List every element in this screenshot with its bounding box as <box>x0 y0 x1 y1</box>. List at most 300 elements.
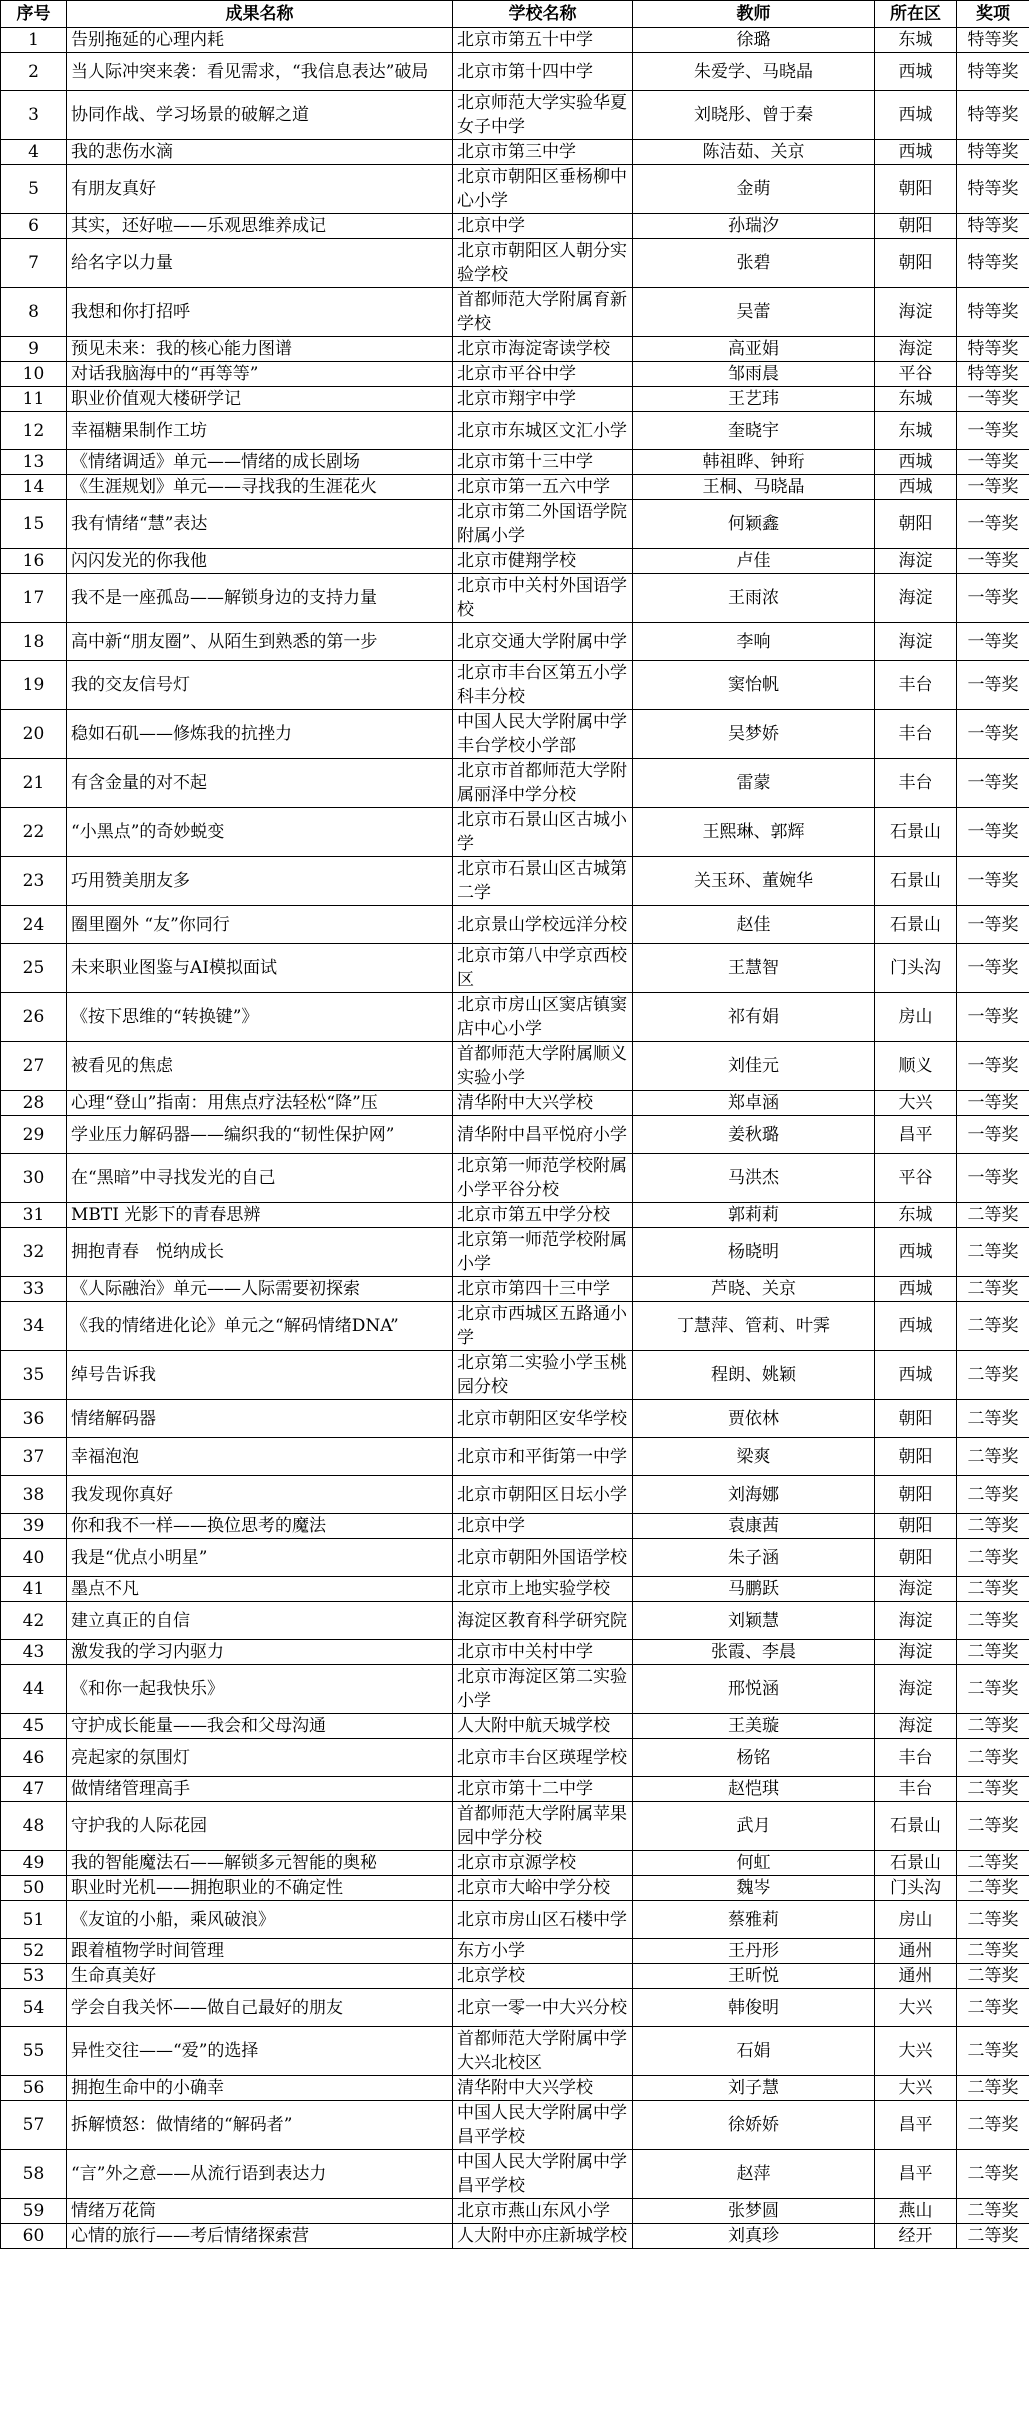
cell-district: 丰台 <box>875 1739 957 1777</box>
cell-title: 《我的情绪进化论》单元之“解码情绪DNA” <box>67 1302 453 1351</box>
cell-award: 二等奖 <box>957 1514 1029 1539</box>
cell-school: 北京市房山区石楼中学 <box>453 1901 633 1939</box>
table-row <box>1 1203 1029 1228</box>
cell-teacher: 王熙琳、郭辉 <box>633 808 875 857</box>
cell-teacher: 卢佳 <box>633 549 875 574</box>
table-row <box>1 1438 1029 1476</box>
cell-title: 墨点不凡 <box>67 1577 453 1602</box>
cell-title: 跟着植物学时间管理 <box>67 1939 453 1964</box>
cell-seq: 4 <box>1 140 67 165</box>
cell-teacher: 赵恺琪 <box>633 1777 875 1802</box>
cell-district: 昌平 <box>875 2150 957 2199</box>
cell-award: 一等奖 <box>957 500 1029 549</box>
cell-seq: 13 <box>1 450 67 475</box>
header-seq: 序号 <box>1 1 67 28</box>
cell-award: 二等奖 <box>957 1577 1029 1602</box>
table-row <box>1 1302 1029 1351</box>
cell-teacher: 金萌 <box>633 165 875 214</box>
cell-teacher: 姜秋璐 <box>633 1116 875 1154</box>
cell-district: 燕山 <box>875 2199 957 2224</box>
cell-award: 二等奖 <box>957 1964 1029 1989</box>
cell-teacher: 陈洁茹、关京 <box>633 140 875 165</box>
cell-award: 特等奖 <box>957 165 1029 214</box>
cell-district: 海淀 <box>875 288 957 337</box>
table-row <box>1 944 1029 993</box>
cell-school: 北京市第三中学 <box>453 140 633 165</box>
cell-seq: 29 <box>1 1116 67 1154</box>
cell-title: 《人际融治》单元——人际需要初探索 <box>67 1277 453 1302</box>
table-row <box>1 2101 1029 2150</box>
cell-title: 你和我不一样——换位思考的魔法 <box>67 1514 453 1539</box>
cell-teacher: 石娟 <box>633 2027 875 2076</box>
cell-title: 告别拖延的心理内耗 <box>67 28 453 53</box>
cell-award: 特等奖 <box>957 288 1029 337</box>
cell-district: 昌平 <box>875 2101 957 2150</box>
cell-seq: 56 <box>1 2076 67 2101</box>
cell-school: 北京市第四十三中学 <box>453 1277 633 1302</box>
table-row <box>1 623 1029 661</box>
cell-teacher: 杨铭 <box>633 1739 875 1777</box>
cell-teacher: 韩祖晔、钟珩 <box>633 450 875 475</box>
cell-district: 石景山 <box>875 906 957 944</box>
table-row <box>1 1739 1029 1777</box>
cell-school: 北京市首都师范大学附属丽泽中学分校 <box>453 759 633 808</box>
cell-district: 大兴 <box>875 2076 957 2101</box>
table-row <box>1 2027 1029 2076</box>
cell-seq: 8 <box>1 288 67 337</box>
cell-title: 给名字以力量 <box>67 239 453 288</box>
cell-school: 清华附中大兴学校 <box>453 2076 633 2101</box>
cell-title: 高中新“朋友圈”、从陌生到熟悉的第一步 <box>67 623 453 661</box>
cell-title: 情绪解码器 <box>67 1400 453 1438</box>
cell-teacher: 奎晓宇 <box>633 412 875 450</box>
cell-award: 二等奖 <box>957 1739 1029 1777</box>
cell-school: 北京市上地实验学校 <box>453 1577 633 1602</box>
cell-teacher: 马鹏跃 <box>633 1577 875 1602</box>
cell-award: 二等奖 <box>957 1228 1029 1277</box>
cell-teacher: 张碧 <box>633 239 875 288</box>
cell-seq: 2 <box>1 53 67 91</box>
table-row <box>1 1802 1029 1851</box>
table-row <box>1 28 1029 53</box>
cell-seq: 47 <box>1 1777 67 1802</box>
cell-seq: 53 <box>1 1964 67 1989</box>
cell-school: 北京市京源学校 <box>453 1851 633 1876</box>
cell-district: 经开 <box>875 2224 957 2249</box>
cell-award: 二等奖 <box>957 1665 1029 1714</box>
cell-seq: 55 <box>1 2027 67 2076</box>
cell-school: 北京市丰台区瑛瑆学校 <box>453 1739 633 1777</box>
cell-school: 北京第二实验小学玉桃园分校 <box>453 1351 633 1400</box>
cell-seq: 25 <box>1 944 67 993</box>
cell-award: 二等奖 <box>957 1851 1029 1876</box>
cell-award: 一等奖 <box>957 412 1029 450</box>
cell-district: 西城 <box>875 1277 957 1302</box>
cell-title: MBTI 光影下的青春思辨 <box>67 1203 453 1228</box>
cell-award: 一等奖 <box>957 475 1029 500</box>
cell-district: 西城 <box>875 1302 957 1351</box>
cell-school: 北京市朝阳区垂杨柳中心小学 <box>453 165 633 214</box>
cell-school: 北京市东城区文汇小学 <box>453 412 633 450</box>
cell-teacher: 王雨浓 <box>633 574 875 623</box>
cell-district: 丰台 <box>875 759 957 808</box>
cell-title: 《生涯规划》单元——寻找我的生涯花火 <box>67 475 453 500</box>
table-row <box>1 1476 1029 1514</box>
cell-seq: 16 <box>1 549 67 574</box>
cell-teacher: 杨晓明 <box>633 1228 875 1277</box>
cell-seq: 17 <box>1 574 67 623</box>
cell-award: 特等奖 <box>957 28 1029 53</box>
cell-district: 丰台 <box>875 710 957 759</box>
cell-district: 昌平 <box>875 1116 957 1154</box>
table-row <box>1 1351 1029 1400</box>
cell-title: 学业压力解码器——编织我的“韧性保护网” <box>67 1116 453 1154</box>
cell-teacher: 赵佳 <box>633 906 875 944</box>
cell-seq: 34 <box>1 1302 67 1351</box>
table-row <box>1 857 1029 906</box>
cell-title: 心理“登山”指南：用焦点疗法轻松“降”压 <box>67 1091 453 1116</box>
cell-award: 二等奖 <box>957 1602 1029 1640</box>
cell-district: 房山 <box>875 1901 957 1939</box>
cell-title: 《和你一起我快乐》 <box>67 1665 453 1714</box>
cell-teacher: 徐璐 <box>633 28 875 53</box>
cell-award: 一等奖 <box>957 661 1029 710</box>
cell-teacher: 梁爽 <box>633 1438 875 1476</box>
cell-award: 一等奖 <box>957 808 1029 857</box>
cell-award: 一等奖 <box>957 387 1029 412</box>
cell-title: 我想和你打招呼 <box>67 288 453 337</box>
cell-school: 清华附中昌平悦府小学 <box>453 1116 633 1154</box>
cell-award: 二等奖 <box>957 1714 1029 1739</box>
cell-seq: 46 <box>1 1739 67 1777</box>
cell-seq: 23 <box>1 857 67 906</box>
cell-title: 有朋友真好 <box>67 165 453 214</box>
cell-seq: 51 <box>1 1901 67 1939</box>
cell-award: 二等奖 <box>957 2224 1029 2249</box>
cell-award: 二等奖 <box>957 1277 1029 1302</box>
cell-school: 北京市海淀区第二实验小学 <box>453 1665 633 1714</box>
table-row <box>1 2150 1029 2199</box>
cell-seq: 33 <box>1 1277 67 1302</box>
cell-teacher: 赵萍 <box>633 2150 875 2199</box>
cell-title: 激发我的学习内驱力 <box>67 1640 453 1665</box>
cell-title: 我发现你真好 <box>67 1476 453 1514</box>
cell-teacher: 袁康茜 <box>633 1514 875 1539</box>
cell-award: 二等奖 <box>957 1351 1029 1400</box>
cell-teacher: 关玉环、董婉华 <box>633 857 875 906</box>
cell-teacher: 武月 <box>633 1802 875 1851</box>
table-row <box>1 574 1029 623</box>
cell-title: 我的交友信号灯 <box>67 661 453 710</box>
cell-teacher: 张霞、李晨 <box>633 1640 875 1665</box>
header-district: 所在区 <box>875 1 957 28</box>
cell-seq: 38 <box>1 1476 67 1514</box>
cell-award: 一等奖 <box>957 710 1029 759</box>
cell-teacher: 徐娇娇 <box>633 2101 875 2150</box>
cell-title: 幸福泡泡 <box>67 1438 453 1476</box>
table-row <box>1 214 1029 239</box>
cell-teacher: 朱爱学、马晓晶 <box>633 53 875 91</box>
table-row <box>1 2224 1029 2249</box>
cell-award: 一等奖 <box>957 759 1029 808</box>
cell-award: 二等奖 <box>957 1539 1029 1577</box>
cell-district: 平谷 <box>875 362 957 387</box>
cell-district: 海淀 <box>875 1714 957 1739</box>
cell-seq: 15 <box>1 500 67 549</box>
cell-school: 北京市朝阳区安华学校 <box>453 1400 633 1438</box>
cell-title: 其实，还好啦——乐观思维养成记 <box>67 214 453 239</box>
cell-seq: 59 <box>1 2199 67 2224</box>
cell-award: 一等奖 <box>957 1042 1029 1091</box>
table-row <box>1 337 1029 362</box>
cell-seq: 5 <box>1 165 67 214</box>
cell-award: 一等奖 <box>957 1091 1029 1116</box>
cell-seq: 52 <box>1 1939 67 1964</box>
cell-seq: 19 <box>1 661 67 710</box>
cell-seq: 7 <box>1 239 67 288</box>
cell-award: 二等奖 <box>957 2027 1029 2076</box>
cell-district: 大兴 <box>875 1989 957 2027</box>
cell-seq: 36 <box>1 1400 67 1438</box>
cell-award: 一等奖 <box>957 993 1029 1042</box>
table-row <box>1 2076 1029 2101</box>
cell-district: 海淀 <box>875 623 957 661</box>
cell-school: 北京中学 <box>453 214 633 239</box>
cell-seq: 18 <box>1 623 67 661</box>
cell-seq: 48 <box>1 1802 67 1851</box>
cell-seq: 27 <box>1 1042 67 1091</box>
cell-seq: 41 <box>1 1577 67 1602</box>
cell-title: 有含金量的对不起 <box>67 759 453 808</box>
table-row <box>1 1116 1029 1154</box>
cell-seq: 35 <box>1 1351 67 1400</box>
cell-teacher: 王美璇 <box>633 1714 875 1739</box>
cell-title: 绰号告诉我 <box>67 1351 453 1400</box>
cell-district: 石景山 <box>875 1802 957 1851</box>
table-row <box>1 2199 1029 2224</box>
cell-seq: 11 <box>1 387 67 412</box>
cell-school: 北京市第八中学京西校区 <box>453 944 633 993</box>
table-row <box>1 993 1029 1042</box>
cell-award: 二等奖 <box>957 2076 1029 2101</box>
cell-seq: 45 <box>1 1714 67 1739</box>
table-row <box>1 500 1029 549</box>
cell-title: 被看见的焦虑 <box>67 1042 453 1091</box>
cell-teacher: 刘真珍 <box>633 2224 875 2249</box>
table-row <box>1 1777 1029 1802</box>
cell-teacher: 芦晓、关京 <box>633 1277 875 1302</box>
cell-title: 幸福糖果制作工坊 <box>67 412 453 450</box>
cell-district: 海淀 <box>875 1665 957 1714</box>
cell-district: 海淀 <box>875 549 957 574</box>
cell-district: 平谷 <box>875 1154 957 1203</box>
table-row <box>1 1665 1029 1714</box>
cell-district: 顺义 <box>875 1042 957 1091</box>
cell-school: 首都师范大学附属育新学校 <box>453 288 633 337</box>
cell-teacher: 何虹 <box>633 1851 875 1876</box>
cell-title: 在“黑暗”中寻找发光的自己 <box>67 1154 453 1203</box>
cell-school: 人大附中航天城学校 <box>453 1714 633 1739</box>
cell-teacher: 高亚娟 <box>633 337 875 362</box>
cell-teacher: 吴梦娇 <box>633 710 875 759</box>
table-row <box>1 1876 1029 1901</box>
cell-teacher: 张梦圆 <box>633 2199 875 2224</box>
cell-award: 二等奖 <box>957 1901 1029 1939</box>
cell-school: 北京市第一五六中学 <box>453 475 633 500</box>
cell-seq: 24 <box>1 906 67 944</box>
cell-award: 二等奖 <box>957 1876 1029 1901</box>
table-row <box>1 165 1029 214</box>
cell-seq: 44 <box>1 1665 67 1714</box>
cell-school: 首都师范大学附属中学大兴北校区 <box>453 2027 633 2076</box>
cell-title: 拥抱生命中的小确幸 <box>67 2076 453 2101</box>
cell-seq: 42 <box>1 1602 67 1640</box>
cell-district: 朝阳 <box>875 1438 957 1476</box>
cell-district: 大兴 <box>875 1091 957 1116</box>
cell-award: 二等奖 <box>957 1438 1029 1476</box>
cell-school: 北京市平谷中学 <box>453 362 633 387</box>
cell-district: 通州 <box>875 1964 957 1989</box>
cell-teacher: 刘海娜 <box>633 1476 875 1514</box>
cell-title: 圈里圈外 “友”你同行 <box>67 906 453 944</box>
cell-school: 北京第一师范学校附属小学 <box>453 1228 633 1277</box>
table-row <box>1 53 1029 91</box>
cell-district: 大兴 <box>875 2027 957 2076</box>
cell-title: 拆解愤怒：做情绪的“解码者” <box>67 2101 453 2150</box>
cell-seq: 20 <box>1 710 67 759</box>
table-row <box>1 140 1029 165</box>
cell-award: 二等奖 <box>957 1476 1029 1514</box>
cell-school: 北京市朝阳区日坛小学 <box>453 1476 633 1514</box>
table-row <box>1 475 1029 500</box>
cell-school: 北京市和平街第一中学 <box>453 1438 633 1476</box>
cell-school: 北京学校 <box>453 1964 633 1989</box>
table-row <box>1 1277 1029 1302</box>
cell-district: 朝阳 <box>875 1476 957 1514</box>
cell-title: 未来职业图鉴与AI模拟面试 <box>67 944 453 993</box>
cell-title: 我是“优点小明星” <box>67 1539 453 1577</box>
cell-award: 一等奖 <box>957 944 1029 993</box>
cell-district: 朝阳 <box>875 500 957 549</box>
header-school: 学校名称 <box>453 1 633 28</box>
cell-teacher: 王丹形 <box>633 1939 875 1964</box>
cell-school: 北京市中关村中学 <box>453 1640 633 1665</box>
cell-title: “言”外之意——从流行语到表达力 <box>67 2150 453 2199</box>
cell-school: 中国人民大学附属中学丰台学校小学部 <box>453 710 633 759</box>
cell-school: 北京市西城区五路通小学 <box>453 1302 633 1351</box>
cell-seq: 3 <box>1 91 67 140</box>
cell-title: 我的悲伤水滴 <box>67 140 453 165</box>
cell-title: 当人际冲突来袭：看见需求，“我信息表达”破局 <box>67 53 453 91</box>
cell-school: 北京市海淀寄读学校 <box>453 337 633 362</box>
cell-district: 东城 <box>875 412 957 450</box>
cell-title: 情绪万花筒 <box>67 2199 453 2224</box>
cell-school: 清华附中大兴学校 <box>453 1091 633 1116</box>
cell-title: 亮起家的氛围灯 <box>67 1739 453 1777</box>
cell-seq: 10 <box>1 362 67 387</box>
cell-school: 北京景山学校远洋分校 <box>453 906 633 944</box>
cell-award: 一等奖 <box>957 906 1029 944</box>
cell-title: 稳如石矶——修炼我的抗挫力 <box>67 710 453 759</box>
cell-school: 中国人民大学附属中学昌平学校 <box>453 2150 633 2199</box>
cell-award: 二等奖 <box>957 1939 1029 1964</box>
cell-award: 特等奖 <box>957 91 1029 140</box>
table-row <box>1 759 1029 808</box>
cell-district: 西城 <box>875 475 957 500</box>
cell-title: 协同作战、学习场景的破解之道 <box>67 91 453 140</box>
cell-title: 守护我的人际花园 <box>67 1802 453 1851</box>
cell-teacher: 王昕悦 <box>633 1964 875 1989</box>
cell-title: 我不是一座孤岛——解锁身边的支持力量 <box>67 574 453 623</box>
table-row <box>1 1514 1029 1539</box>
cell-title: 守护成长能量——我会和父母沟通 <box>67 1714 453 1739</box>
cell-teacher: 刘颖慧 <box>633 1602 875 1640</box>
table-body <box>1 28 1029 2249</box>
cell-school: 首都师范大学附属苹果园中学分校 <box>453 1802 633 1851</box>
cell-award: 一等奖 <box>957 549 1029 574</box>
cell-school: 北京一零一中大兴分校 <box>453 1989 633 2027</box>
table-row <box>1 362 1029 387</box>
cell-title: 我的智能魔法石——解锁多元智能的奥秘 <box>67 1851 453 1876</box>
cell-school: 北京市健翔学校 <box>453 549 633 574</box>
cell-award: 一等奖 <box>957 857 1029 906</box>
cell-seq: 28 <box>1 1091 67 1116</box>
table-row <box>1 661 1029 710</box>
header-teacher: 教师 <box>633 1 875 28</box>
cell-district: 朝阳 <box>875 1400 957 1438</box>
cell-seq: 32 <box>1 1228 67 1277</box>
cell-teacher: 何颖鑫 <box>633 500 875 549</box>
cell-seq: 54 <box>1 1989 67 2027</box>
cell-school: 北京第一师范学校附属小学平谷分校 <box>453 1154 633 1203</box>
cell-seq: 26 <box>1 993 67 1042</box>
cell-district: 石景山 <box>875 808 957 857</box>
cell-teacher: 窦怡帆 <box>633 661 875 710</box>
cell-title: 《情绪调适》单元——情绪的成长剧场 <box>67 450 453 475</box>
cell-title: 生命真美好 <box>67 1964 453 1989</box>
table-row <box>1 549 1029 574</box>
table-row <box>1 1602 1029 1640</box>
cell-teacher: 吴蕾 <box>633 288 875 337</box>
cell-district: 西城 <box>875 450 957 475</box>
cell-seq: 58 <box>1 2150 67 2199</box>
cell-district: 朝阳 <box>875 1514 957 1539</box>
cell-district: 丰台 <box>875 661 957 710</box>
cell-district: 朝阳 <box>875 1539 957 1577</box>
cell-school: 北京中学 <box>453 1514 633 1539</box>
table-row <box>1 808 1029 857</box>
cell-title: 巧用赞美朋友多 <box>67 857 453 906</box>
table-row <box>1 450 1029 475</box>
cell-school: 北京市丰台区第五小学科丰分校 <box>453 661 633 710</box>
cell-teacher: 刘佳元 <box>633 1042 875 1091</box>
table-row <box>1 1989 1029 2027</box>
cell-award: 二等奖 <box>957 1203 1029 1228</box>
cell-school: 人大附中亦庄新城学校 <box>453 2224 633 2249</box>
cell-award: 特等奖 <box>957 53 1029 91</box>
table-row <box>1 1851 1029 1876</box>
cell-award: 二等奖 <box>957 1400 1029 1438</box>
cell-seq: 40 <box>1 1539 67 1577</box>
cell-title: 闪闪发光的你我他 <box>67 549 453 574</box>
cell-title: 心情的旅行——考后情绪探索营 <box>67 2224 453 2249</box>
cell-school: 中国人民大学附属中学昌平学校 <box>453 2101 633 2150</box>
cell-seq: 57 <box>1 2101 67 2150</box>
cell-award: 一等奖 <box>957 1154 1029 1203</box>
cell-teacher: 程朗、姚颖 <box>633 1351 875 1400</box>
cell-seq: 30 <box>1 1154 67 1203</box>
cell-title: 异性交往——“爱”的选择 <box>67 2027 453 2076</box>
